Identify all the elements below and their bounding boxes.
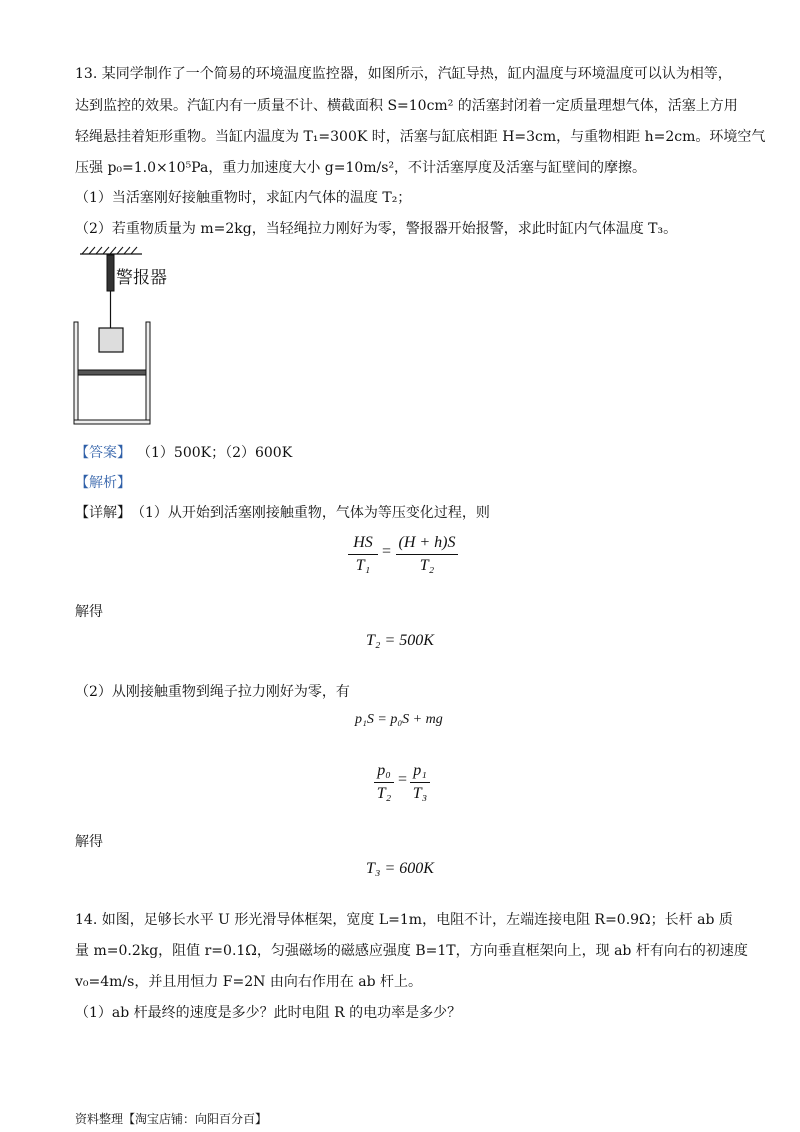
solve-label-2: 解得	[75, 834, 103, 850]
q13-line2: 达到监控的效果。汽缸内有一质量不计、横截面积 S=10cm² 的活塞封闭着一定质量理想气体，活塞上方用	[75, 98, 738, 114]
page-footer: 资料整理【淘宝店铺：向阳百分百】	[75, 1112, 268, 1126]
eq1-right-fraction	[396, 532, 458, 577]
eq4-right-numerator: p₁	[413, 762, 427, 779]
q13-part2: （2）若重物质量为 m=2kg，当轻绳拉力刚好为零，警报器开始报警，求此时缸内气体温度 T₃。	[75, 221, 678, 237]
answer-text: （1）500K；（2）600K	[137, 445, 293, 461]
eq1-right-denominator: T₂	[419, 557, 435, 574]
eq1-left-fraction	[348, 532, 378, 577]
q13-line1: 13. 某同学制作了一个简易的环境温度监控器，如图所示，汽缸导热，缸内温度与环境温度可以认为相等，	[75, 66, 732, 82]
q13-line4: 压强 p₀=1.0×10⁵Pa，重力加速度大小 g=10m/s²，不计活塞厚度及活塞与缸壁间的摩擦。	[75, 160, 647, 176]
answer-tag: 【答案】	[75, 445, 131, 461]
eq2: T₂ = 500K	[366, 632, 434, 649]
q14-line3: v₀=4m/s，并且用恒力 F=2N 由向右作用在 ab 杆上。	[75, 974, 423, 990]
q13-line3: 轻绳悬挂着矩形重物。当缸内温度为 T₁=300K 时，活塞与缸底相距 H=3cm，与重物相距 h=2cm。环境空气	[75, 129, 766, 145]
q14-line2: 量 m=0.2kg，阻值 r=0.1Ω，匀强磁场的磁感应强度 B=1T，方向垂直框架向上，现 ab 杆有向右的初速度	[75, 943, 748, 959]
eq5: T₃ = 600K	[366, 860, 434, 877]
eq4-right-denominator: T₃	[412, 785, 428, 802]
alarm-label: 警报器	[116, 268, 167, 288]
part2-detail: （2）从刚接触重物到绳子拉力刚好为零，有	[75, 684, 350, 700]
eq3: p₁S = p₀S + mg	[355, 712, 443, 727]
eq1-equals: =	[382, 543, 392, 560]
detail-tag: 【详解】	[75, 505, 131, 521]
q14-line1: 14. 如图，足够长水平 U 形光滑导体框架，宽度 L=1m，电阻不计，左端连接电阻 R=0.9Ω；长杆 ab 质	[75, 912, 733, 928]
eq4-left-fraction	[374, 760, 394, 805]
eq1-right-numerator: (H + h)S	[398, 534, 456, 551]
eq1-left-denominator: T₁	[355, 557, 371, 574]
detail-text: （1）从开始到活塞刚接触重物，气体为等压变化过程，则	[131, 505, 490, 521]
q13-part1: （1）当活塞刚好接触重物时，求缸内气体的温度 T₂；	[75, 190, 412, 206]
q14-part1: （1）ab 杆最终的速度是多少？此时电阻 R 的电功率是多少？	[75, 1005, 462, 1021]
analysis-tag: 【解析】	[75, 475, 131, 491]
eq1-left-numerator: HS	[353, 534, 373, 551]
eq4-equals: =	[398, 771, 408, 788]
eq4-left-denominator: T₂	[376, 785, 392, 802]
solve-label-1: 解得	[75, 604, 103, 620]
eq4-left-numerator: p₀	[377, 762, 391, 779]
eq4-right-fraction	[410, 760, 430, 805]
